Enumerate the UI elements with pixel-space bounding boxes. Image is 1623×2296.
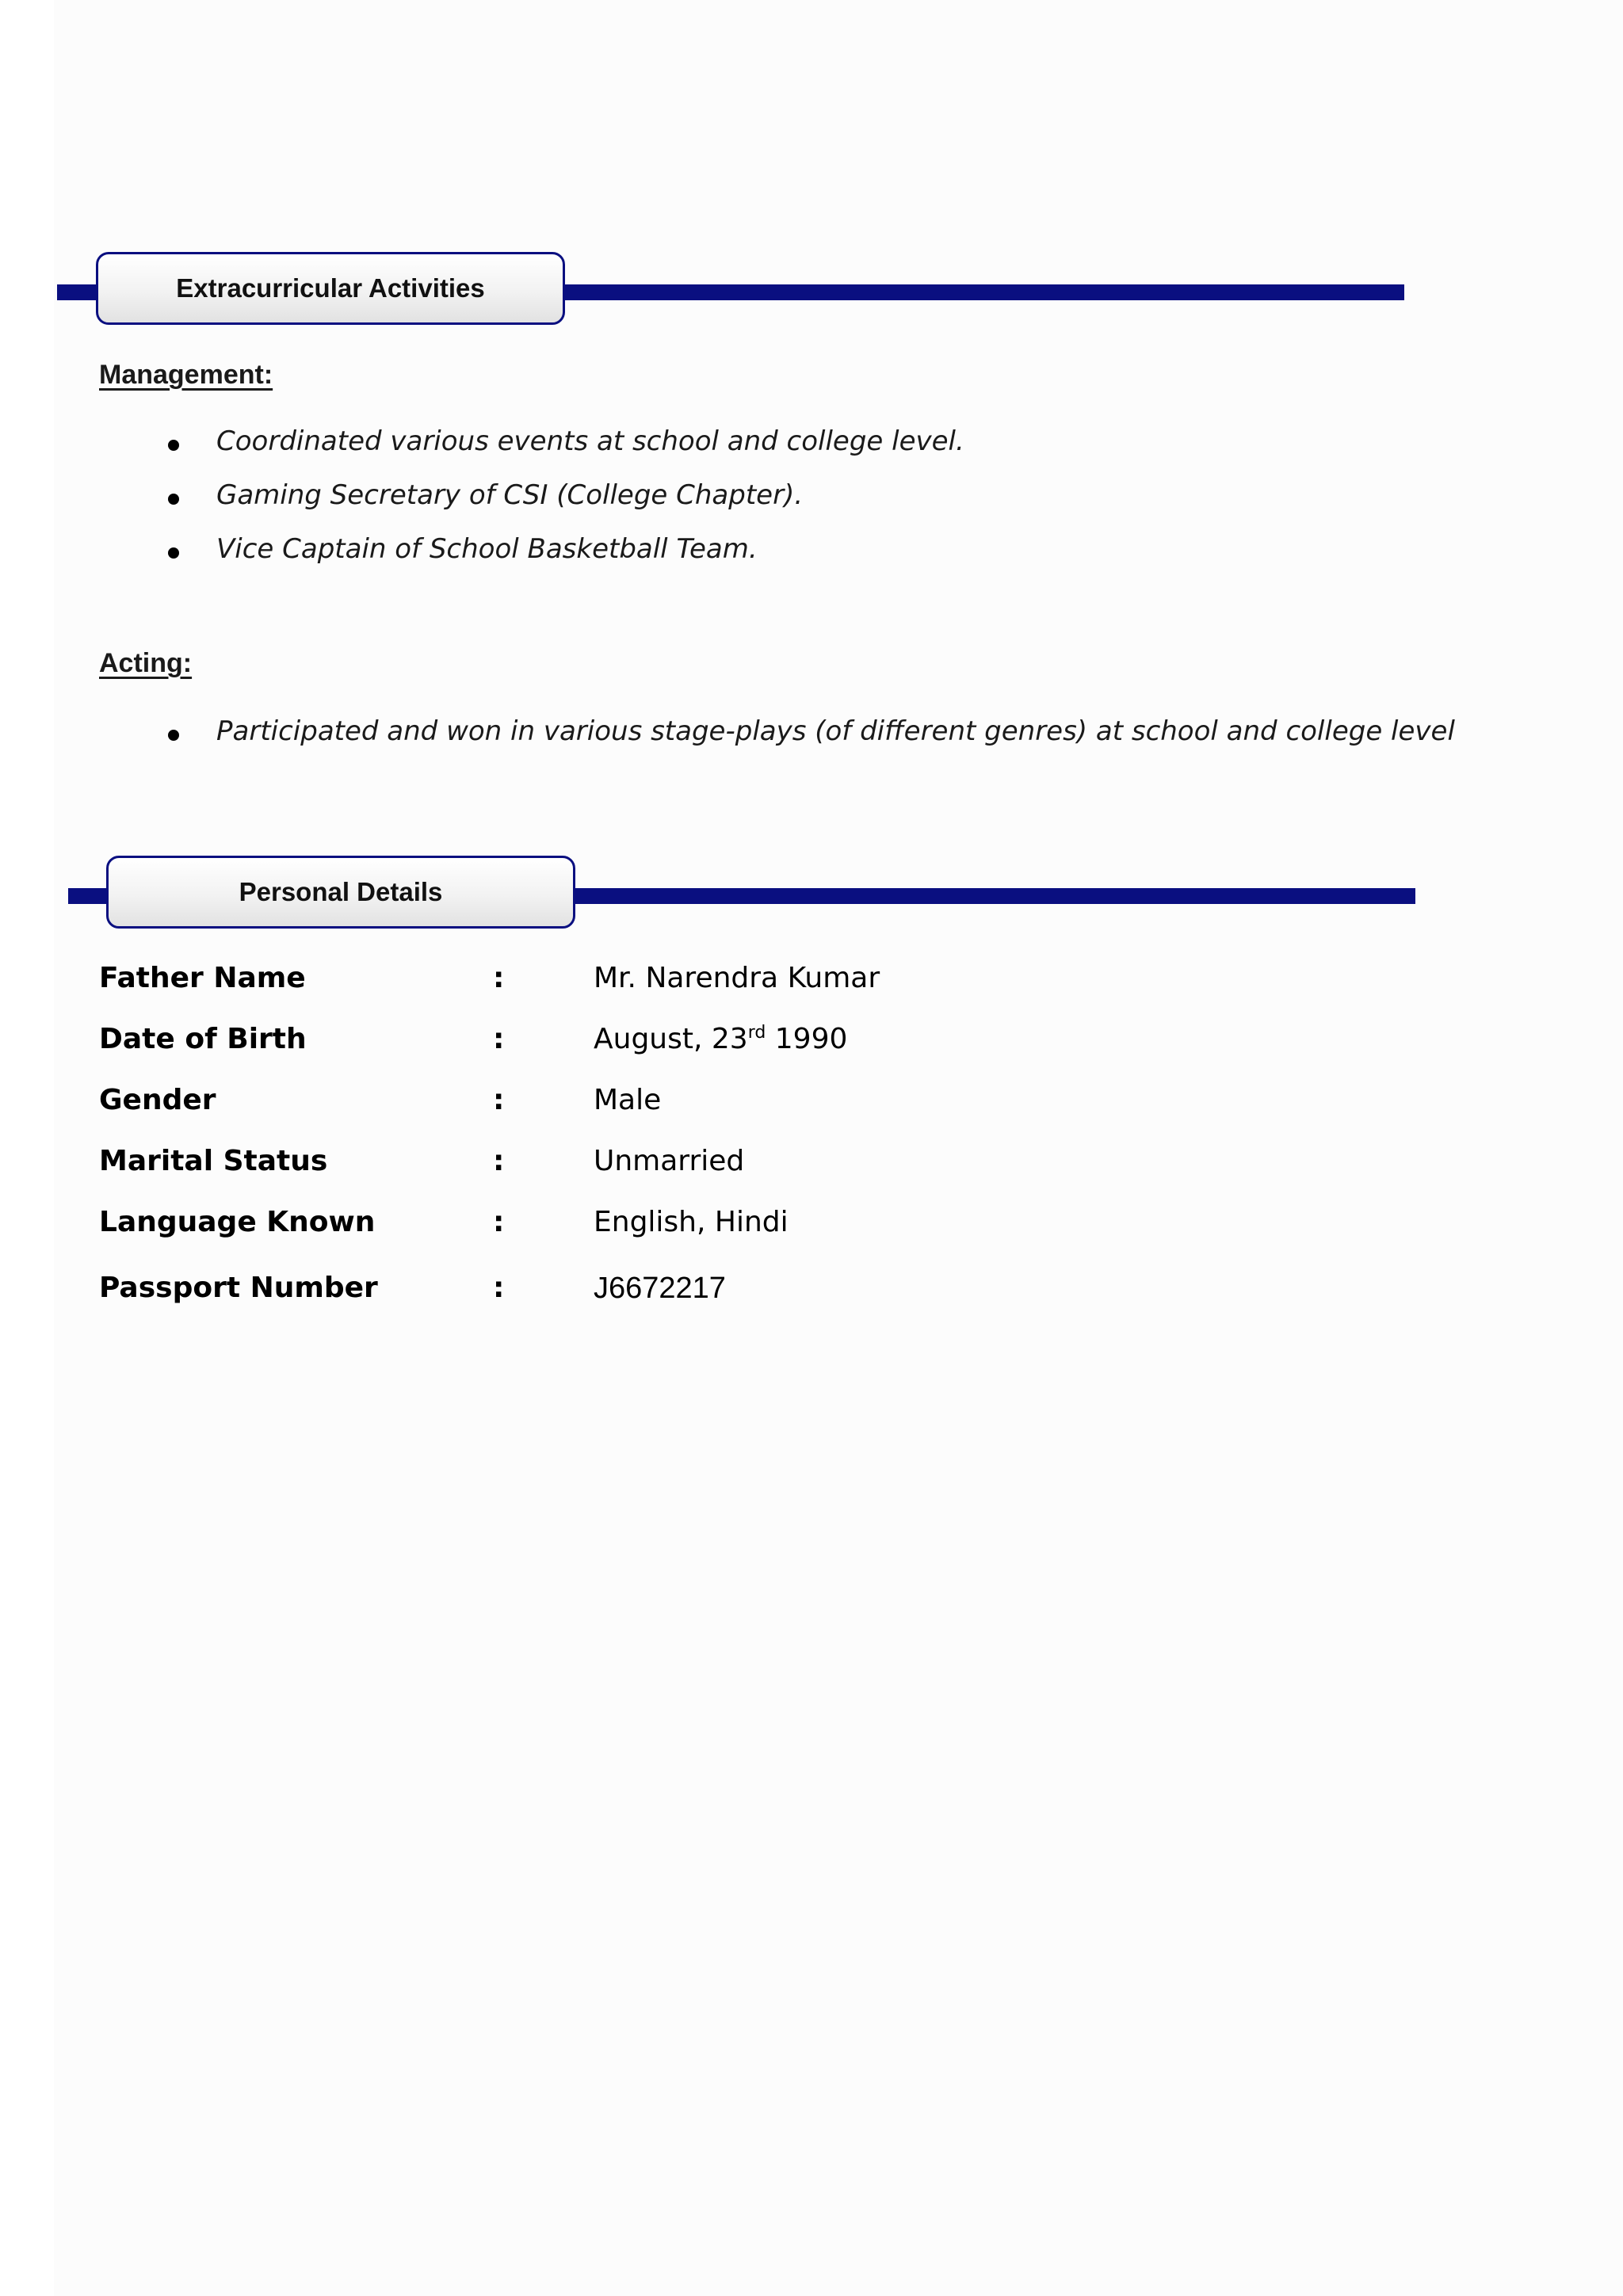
list-item-text: Participated and won in various stage-plays (of different genres) at school and college level bbox=[216, 715, 1455, 747]
detail-row-father-name bbox=[0, 962, 1623, 1001]
bullet-icon bbox=[168, 440, 179, 451]
detail-row-date-of-birth bbox=[0, 1023, 1623, 1062]
detail-row-marital-status bbox=[0, 1145, 1623, 1184]
detail-label: Marital Status bbox=[99, 1145, 328, 1177]
detail-value: Mr. Narendra Kumar bbox=[594, 962, 880, 994]
detail-label: Passport Number bbox=[99, 1272, 378, 1304]
detail-value: Unmarried bbox=[594, 1145, 745, 1177]
personal-details-section-header bbox=[68, 856, 1415, 935]
dob-ordinal-suffix: rd bbox=[747, 1023, 766, 1043]
detail-label: Date of Birth bbox=[99, 1023, 307, 1055]
list-item bbox=[0, 715, 1623, 769]
list-item-text: Coordinated various events at school and college level. bbox=[216, 425, 964, 457]
section-title-box bbox=[106, 856, 575, 929]
acting-list bbox=[0, 715, 1623, 769]
detail-value: J6672217 bbox=[594, 1272, 726, 1305]
detail-row-language-known bbox=[0, 1206, 1623, 1245]
section-title: Extracurricular Activities bbox=[176, 273, 485, 303]
detail-separator: : bbox=[493, 1023, 505, 1055]
bullet-icon bbox=[168, 494, 179, 505]
detail-value bbox=[594, 1023, 847, 1055]
detail-separator: : bbox=[493, 1206, 505, 1238]
detail-separator: : bbox=[493, 1145, 505, 1177]
management-heading: Management: bbox=[99, 360, 273, 390]
list-item bbox=[0, 533, 1623, 587]
dob-year: 1990 bbox=[766, 1023, 848, 1055]
bullet-icon bbox=[168, 730, 179, 741]
bullet-icon bbox=[168, 547, 179, 559]
dob-day: August, 23 bbox=[594, 1023, 748, 1055]
list-item-text: Vice Captain of School Basketball Team. bbox=[216, 533, 758, 565]
extracurricular-section-header bbox=[57, 252, 1404, 331]
detail-separator: : bbox=[493, 1272, 505, 1304]
detail-row-passport-number bbox=[0, 1272, 1623, 1311]
detail-value: English, Hindi bbox=[594, 1206, 789, 1238]
detail-separator: : bbox=[493, 962, 505, 994]
detail-label: Language Known bbox=[99, 1206, 376, 1238]
detail-row-gender bbox=[0, 1084, 1623, 1123]
list-item bbox=[0, 479, 1623, 533]
list-item-text: Gaming Secretary of CSI (College Chapter). bbox=[216, 479, 804, 511]
list-item bbox=[0, 425, 1623, 479]
detail-value: Male bbox=[594, 1084, 662, 1116]
detail-label: Gender bbox=[99, 1084, 216, 1116]
section-title-box bbox=[96, 252, 565, 325]
section-title: Personal Details bbox=[239, 877, 443, 906]
detail-label: Father Name bbox=[99, 962, 306, 994]
detail-separator: : bbox=[493, 1084, 505, 1116]
acting-heading: Acting: bbox=[99, 648, 193, 678]
management-list bbox=[0, 425, 1623, 587]
